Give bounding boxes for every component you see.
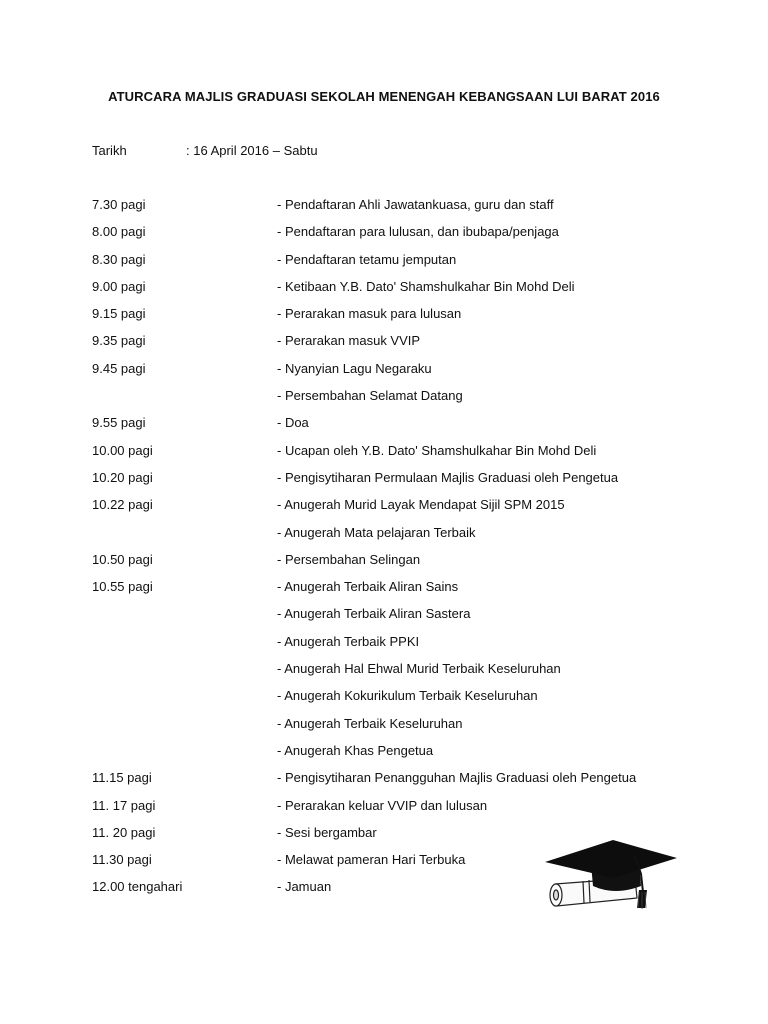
- date-label: Tarikh: [92, 143, 127, 158]
- schedule-event: - Melawat pameran Hari Terbuka: [277, 852, 466, 868]
- schedule-row: [92, 742, 692, 769]
- schedule-event: - Persembahan Selamat Datang: [277, 388, 463, 404]
- schedule-event: - Pengisytiharan Penangguhan Majlis Graduasi oleh Pengetua: [277, 770, 637, 786]
- schedule-time: 11. 20 pagi: [92, 824, 156, 840]
- schedule-row: [92, 633, 692, 660]
- schedule-row: [92, 278, 692, 305]
- graduation-cap-diploma-icon: [543, 834, 679, 914]
- schedule-time: 10.50 pagi: [92, 551, 153, 567]
- schedule-time: 10.20 pagi: [92, 469, 153, 485]
- schedule-time: 11.30 pagi: [92, 852, 152, 868]
- schedule-time: 12.00 tengahari: [92, 879, 183, 895]
- schedule-row: [92, 797, 692, 824]
- schedule-event: - Ketibaan Y.B. Dato' Shamshulkahar Bin Mohd Deli: [277, 278, 575, 294]
- schedule-row: [92, 551, 692, 578]
- schedule-list: [92, 196, 692, 906]
- schedule-row: [92, 360, 692, 387]
- schedule-row: [92, 442, 692, 469]
- schedule-row: [92, 251, 692, 278]
- schedule-event: - Perarakan keluar VVIP dan lulusan: [277, 797, 488, 813]
- schedule-event: - Doa: [277, 415, 309, 431]
- schedule-row: [92, 414, 692, 441]
- schedule-event: - Anugerah Mata pelajaran Terbaik: [277, 524, 476, 540]
- schedule-event: - Anugerah Terbaik PPKI: [277, 633, 420, 649]
- schedule-event: - Perarakan masuk para lulusan: [277, 306, 462, 322]
- schedule-time: 9.45 pagi: [92, 360, 146, 376]
- schedule-event: - Ucapan oleh Y.B. Dato' Shamshulkahar Bin Mohd Deli: [277, 442, 597, 458]
- schedule-time: 9.35 pagi: [92, 333, 146, 349]
- schedule-row: [92, 524, 692, 551]
- schedule-event: - Anugerah Terbaik Aliran Sains: [277, 579, 459, 595]
- schedule-event: - Sesi bergambar: [277, 824, 377, 840]
- schedule-time: 7.30 pagi: [92, 197, 146, 212]
- schedule-event: - Anugerah Khas Pengetua: [277, 742, 434, 758]
- schedule-time: 11.15 pagi: [92, 770, 152, 786]
- schedule-event: - Anugerah Hal Ehwal Murid Terbaik Keseluruhan: [277, 661, 561, 677]
- schedule-row: [92, 687, 692, 714]
- schedule-event: - Jamuan: [277, 879, 332, 895]
- schedule-event: - Anugerah Murid Layak Mendapat Sijil SPM 2015: [277, 497, 565, 513]
- schedule-event: - Pendaftaran Ahli Jawatankuasa, guru dan staff: [277, 197, 554, 212]
- schedule-time: 9.55 pagi: [92, 415, 146, 431]
- schedule-row: [92, 496, 692, 523]
- schedule-row: [92, 305, 692, 332]
- schedule-row: [92, 660, 692, 687]
- schedule-row: [92, 223, 692, 250]
- schedule-time: 9.15 pagi: [92, 306, 146, 322]
- schedule-event: - Pendaftaran tetamu jemputan: [277, 251, 457, 267]
- schedule-time: 11. 17 pagi: [92, 797, 156, 813]
- schedule-time: 8.00 pagi: [92, 224, 146, 240]
- schedule-row: [92, 469, 692, 496]
- schedule-event: - Anugerah Terbaik Keseluruhan: [277, 715, 463, 731]
- schedule-event: - Pendaftaran para lulusan, dan ibubapa/penjaga: [277, 224, 559, 240]
- schedule-event: - Perarakan masuk VVIP: [277, 333, 421, 349]
- schedule-row: [92, 332, 692, 359]
- schedule-event: - Anugerah Kokurikulum Terbaik Keseluruhan: [277, 688, 538, 704]
- schedule-time: 8.30 pagi: [92, 251, 146, 267]
- schedule-time: 9.00 pagi: [92, 278, 146, 294]
- schedule-event: - Pengisytiharan Permulaan Majlis Graduasi oleh Pengetua: [277, 469, 619, 485]
- schedule-row: [92, 769, 692, 796]
- schedule-row: [92, 605, 692, 632]
- schedule-row: [92, 387, 692, 414]
- schedule-row: [92, 715, 692, 742]
- schedule-time: 10.22 pagi: [92, 497, 153, 513]
- schedule-time: 10.00 pagi: [92, 442, 153, 458]
- schedule-time: 10.55 pagi: [92, 579, 153, 595]
- document-title: ATURCARA MAJLIS GRADUASI SEKOLAH MENENGAH KEBANGSAAN LUI BARAT 2016: [108, 89, 660, 104]
- schedule-event: - Nyanyian Lagu Negaraku: [277, 360, 432, 376]
- date-value: : 16 April 2016 – Sabtu: [186, 143, 318, 158]
- schedule-event: - Anugerah Terbaik Aliran Sastera: [277, 606, 471, 622]
- schedule-row: [92, 578, 692, 605]
- schedule-row: [92, 196, 692, 223]
- schedule-event: - Persembahan Selingan: [277, 551, 421, 567]
